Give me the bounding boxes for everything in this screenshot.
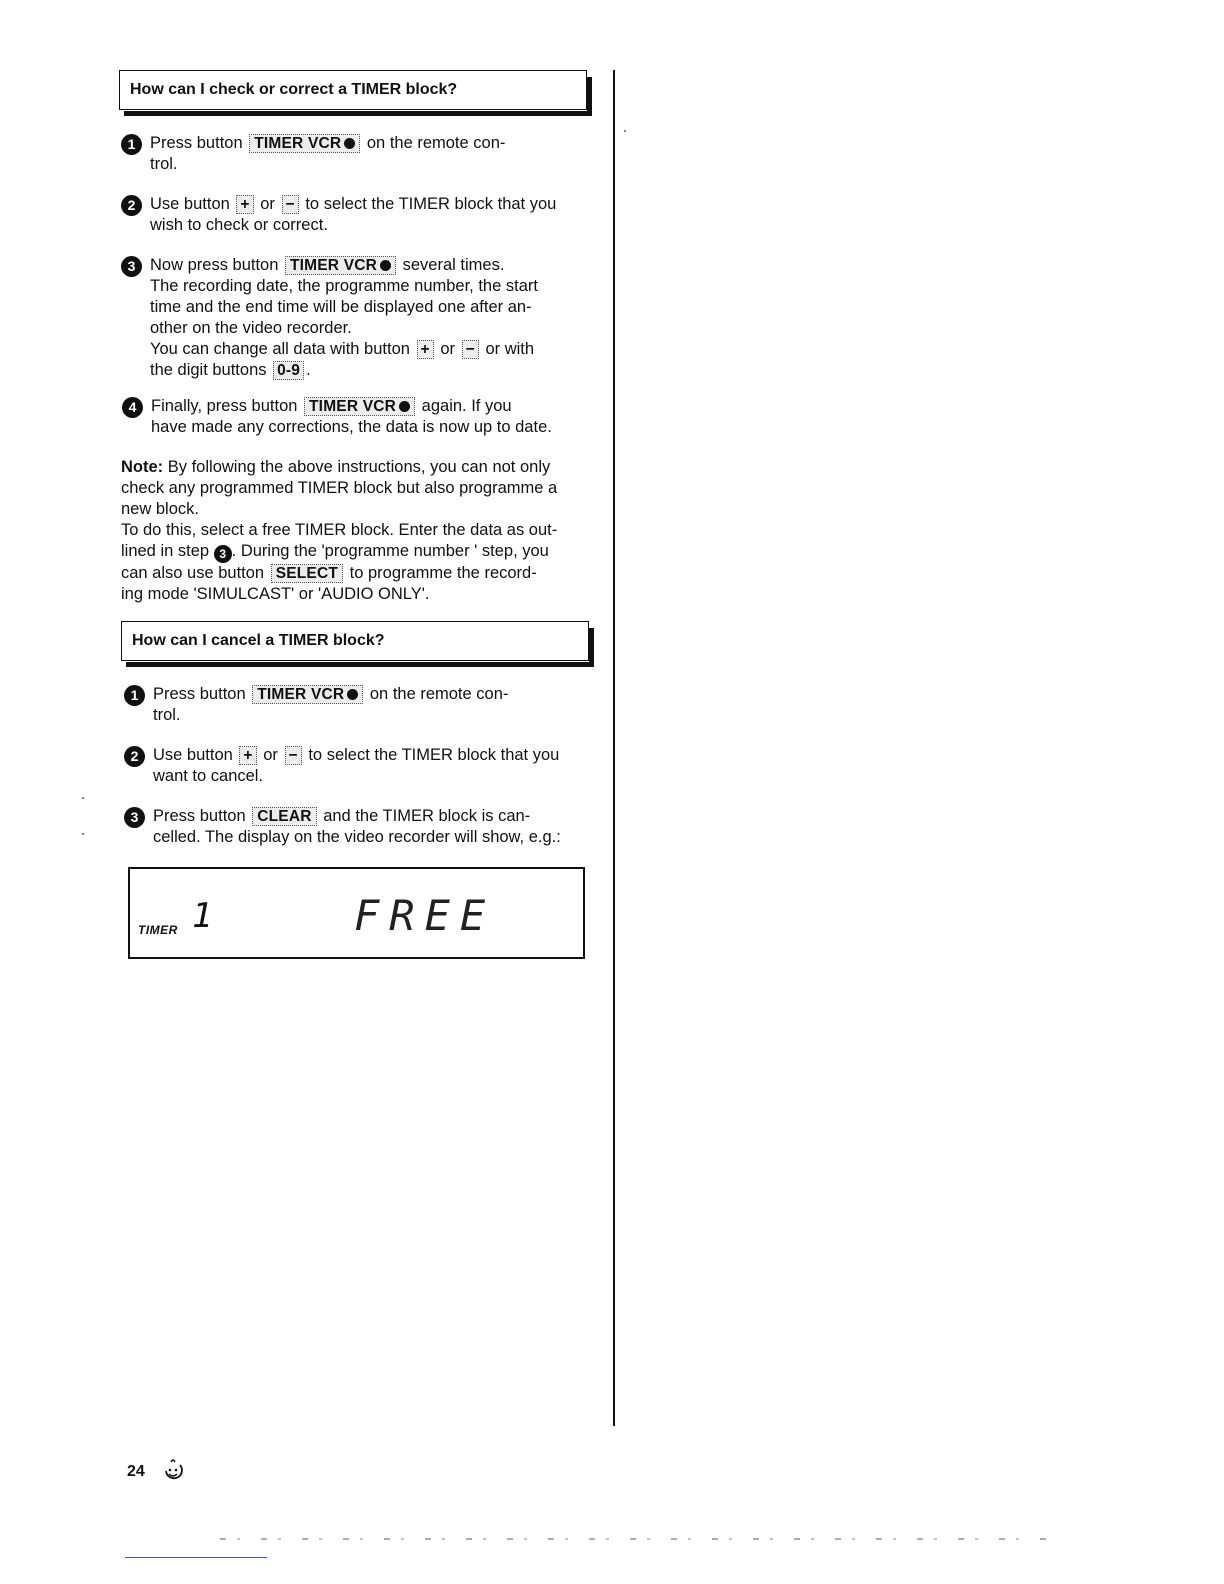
timer-vcr-button — [304, 397, 415, 416]
speck — [82, 797, 84, 799]
timer-vcr-button — [285, 256, 396, 275]
step-1-cancel — [130, 684, 603, 726]
note-text: lined in step — [121, 542, 214, 560]
key-label: TIMER VCR — [254, 135, 342, 152]
step-4-check — [128, 396, 601, 438]
note-label: Note: — [121, 458, 164, 476]
note-text: new block. — [121, 500, 199, 518]
step-number-4: 4 — [122, 397, 143, 418]
column-divider — [613, 70, 615, 1426]
step-text: again. If you — [417, 397, 512, 415]
step-1-check — [127, 133, 600, 175]
step-text: or with — [480, 340, 535, 358]
timer-vcr-button — [252, 685, 363, 704]
clock-icon — [347, 689, 358, 700]
select-button: SELECT — [271, 564, 343, 583]
step-text: other on the video recorder. — [150, 319, 352, 337]
page-number: 24 — [127, 1463, 145, 1480]
step-text: trol. — [150, 155, 178, 173]
section-heading-check: How can I check or correct a TIMER block? — [119, 70, 587, 110]
step-text: or — [435, 340, 460, 358]
clock-icon — [380, 260, 391, 271]
step-text: have made any corrections, the data is now up to date. — [151, 418, 552, 436]
note-text: ing mode 'SIMULCAST' or 'AUDIO ONLY'. — [121, 585, 430, 603]
plus-button: + — [417, 340, 434, 359]
step-number-1: 1 — [121, 134, 142, 155]
step-text: Use button — [153, 746, 238, 764]
step-text: or — [258, 746, 283, 764]
step-number-2: 2 — [121, 195, 142, 216]
note-text: To do this, select a free TIMER block. Enter the data as out- — [121, 521, 558, 539]
step-text: Press button — [150, 134, 248, 152]
step-number-1: 1 — [124, 685, 145, 706]
plus-button: + — [236, 195, 253, 214]
step-text: on the remote con- — [362, 134, 506, 152]
step-text: time and the end time will be displayed one after an- — [150, 298, 532, 316]
step-text: to select the TIMER block that you — [303, 746, 560, 764]
section-heading-cancel: How can I cancel a TIMER block? — [121, 621, 589, 661]
step-text: The recording date, the programme number, the start — [150, 277, 538, 295]
clock-icon — [399, 401, 410, 412]
note-text: can also use button — [121, 564, 269, 582]
step-2-cancel — [130, 745, 603, 787]
key-label: TIMER VCR — [309, 398, 397, 415]
plus-button: + — [239, 746, 256, 765]
step-number-2: 2 — [124, 746, 145, 767]
display-value: FREE — [354, 891, 496, 940]
step-number-3: 3 — [121, 256, 142, 277]
step-text: . — [306, 361, 311, 379]
note-text: . During the 'programme number ' step, you — [231, 542, 549, 560]
note-text: By following the above instructions, you can not only — [163, 458, 551, 476]
timer-vcr-button — [249, 134, 360, 153]
step-text: Press button — [153, 807, 251, 825]
step-text: trol. — [153, 706, 181, 724]
clock-icon — [344, 138, 355, 149]
vcr-display-example — [128, 867, 585, 959]
minus-button: − — [285, 746, 302, 765]
note-text: to programme the record- — [345, 564, 537, 582]
step-number-3: 3 — [124, 807, 145, 828]
key-label: TIMER VCR — [289, 257, 378, 274]
step-reference-3: 3 — [214, 545, 232, 563]
minus-button: − — [462, 340, 479, 359]
digit-buttons: 0-9 — [273, 361, 304, 380]
speck — [82, 833, 84, 835]
step-text: wish to check or correct. — [150, 216, 328, 234]
step-text: Finally, press button — [151, 397, 303, 415]
step-text: You can change all data with button — [150, 340, 415, 358]
scan-noise — [220, 1538, 1050, 1540]
step-3-check — [127, 255, 600, 381]
step-text: Now press button — [150, 256, 283, 274]
step-text: or — [255, 195, 280, 213]
step-text: Press button — [153, 685, 251, 703]
display-block-number: 1 — [192, 896, 213, 936]
speck — [624, 130, 626, 132]
step-text: on the remote con- — [365, 685, 509, 703]
display-timer-label: TIMER — [138, 923, 178, 937]
step-3-cancel — [130, 806, 603, 848]
step-text: Use button — [150, 195, 235, 213]
smiley-face-icon — [160, 1457, 186, 1483]
note-paragraph — [121, 457, 601, 605]
step-text: the digit buttons — [150, 361, 272, 379]
step-text: celled. The display on the video recorder will show, e.g.: — [153, 828, 561, 846]
clear-button: CLEAR — [252, 807, 316, 826]
step-text: to select the TIMER block that you — [300, 195, 557, 213]
step-text: want to cancel. — [153, 767, 264, 785]
footer-rule — [125, 1557, 267, 1558]
minus-button: − — [282, 195, 299, 214]
step-text: several times. — [398, 256, 505, 274]
key-label: TIMER VCR — [257, 686, 345, 703]
step-text: and the TIMER block is can- — [318, 807, 531, 825]
note-text: check any programmed TIMER block but also programme a — [121, 479, 558, 497]
step-2-check — [127, 194, 600, 236]
